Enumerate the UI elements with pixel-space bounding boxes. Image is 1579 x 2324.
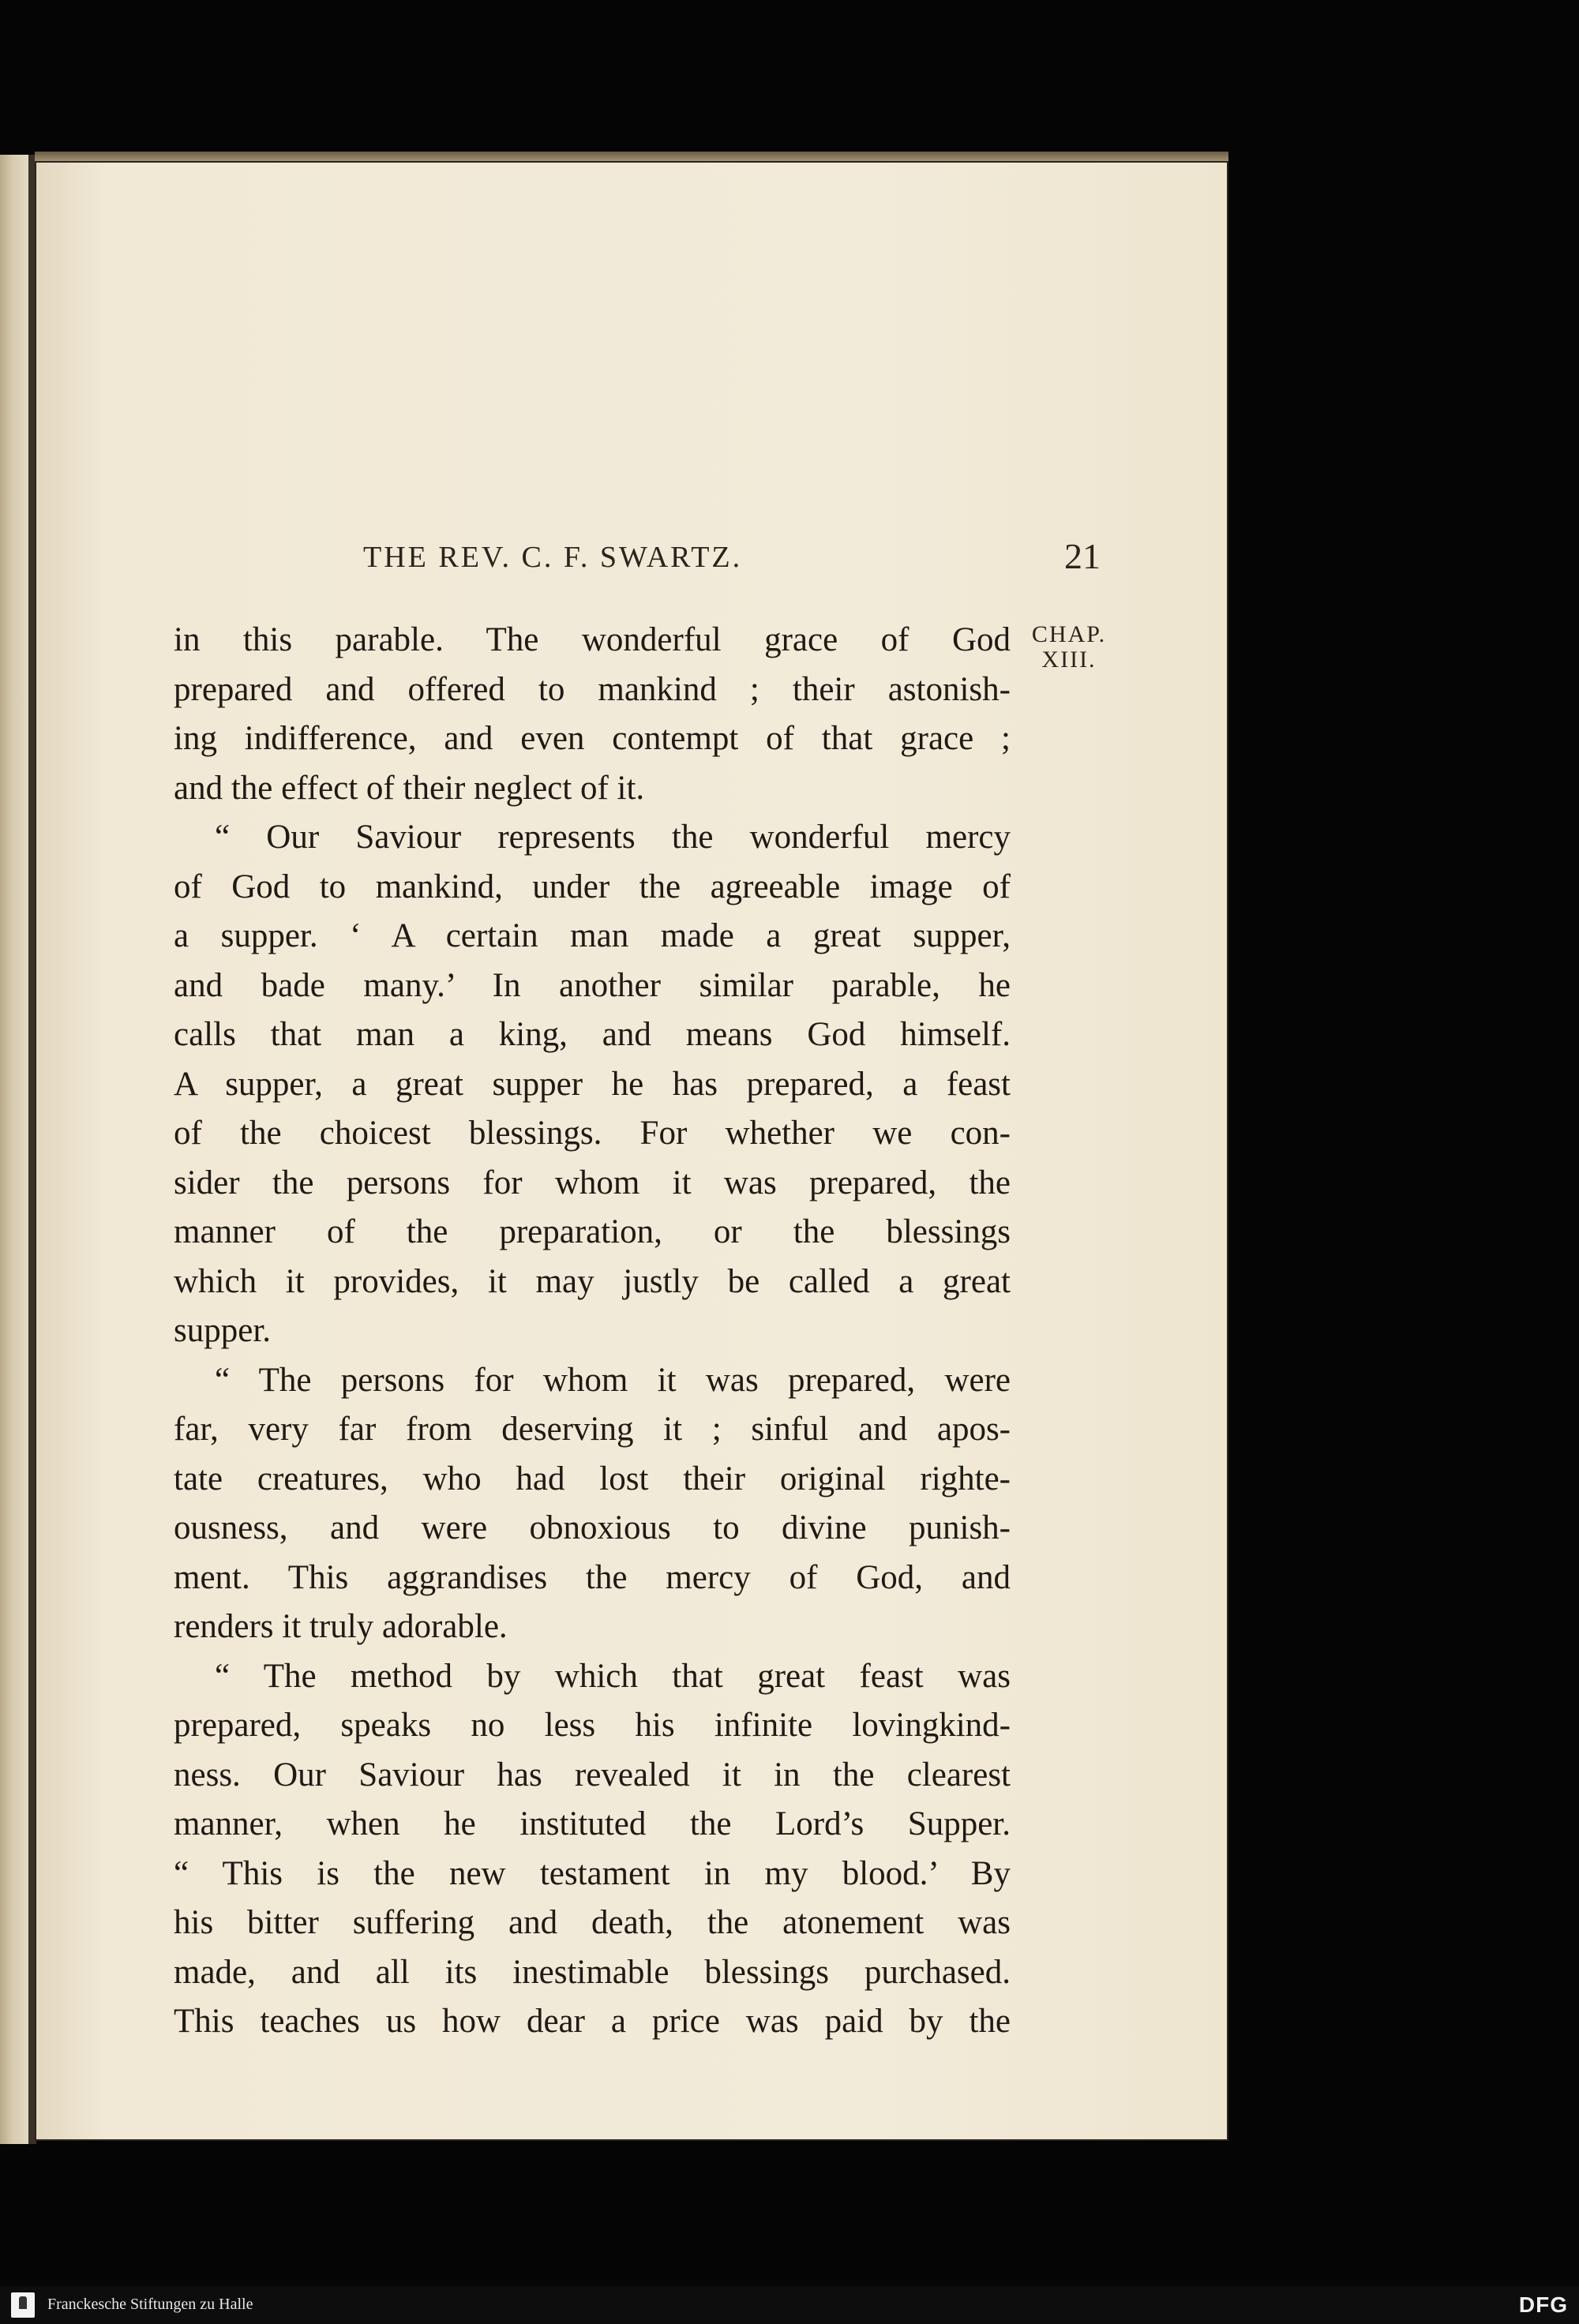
text-line: far, very far from deserving it ; sinful and apos-	[174, 1411, 1011, 1448]
text-line: made, and all its inestimable blessings purchased.	[174, 1953, 1011, 1991]
text-line: ing indifference, and even contempt of that grace ;	[174, 720, 1011, 757]
text-line: sider the persons for whom it was prepared, the	[174, 1164, 1011, 1201]
text-line: a supper. ‘ A certain man made a great supper,	[174, 917, 1011, 954]
text-line: and the effect of their neglect of it.	[174, 769, 645, 807]
text-line: manner of the preparation, or the blessings	[174, 1213, 1011, 1250]
chapter-label: CHAP.	[1031, 621, 1107, 647]
text-line: renders it truly adorable.	[174, 1608, 508, 1645]
text-line: “ The method by which that great feast was	[215, 1657, 1011, 1695]
text-line: manner, when he instituted the Lord’s Supper.	[174, 1805, 1011, 1842]
text-line: of God to mankind, under the agreeable image of	[174, 868, 1011, 905]
text-line: “ Our Saviour represents the wonderful mercy	[215, 819, 1011, 856]
text-line: calls that man a king, and means God himself.	[174, 1016, 1011, 1053]
text-line: tate creatures, who had lost their original righte-	[174, 1460, 1011, 1497]
body-text	[174, 616, 1011, 2047]
text-line: which it provides, it may justly be called a great	[174, 1262, 1011, 1300]
chapter-side-note	[1006, 622, 1132, 673]
text-line: supper.	[174, 1312, 272, 1349]
book-page	[35, 161, 1228, 2141]
dfg-logo: DFG	[1518, 2292, 1568, 2317]
text-line: his bitter suffering and death, the atonement was	[174, 1904, 1011, 1941]
chapter-number: XIII.	[1041, 647, 1097, 673]
running-head-title: THE REV. C. F. SWARTZ.	[363, 541, 743, 574]
page-number: 21	[1064, 536, 1101, 576]
text-line: ousness, and were obnoxious to divine punish-	[174, 1509, 1011, 1546]
text-line: prepared and offered to mankind ; their astonish-	[174, 670, 1011, 708]
text-line: “ The persons for whom it was prepared, were	[215, 1361, 1011, 1399]
institution-name: Franckesche Stiftungen zu Halle	[47, 2296, 253, 2313]
text-line: prepared, speaks no less his infinite lovingkind-	[174, 1707, 1011, 1744]
text-line: of the choicest blessings. For whether we con-	[174, 1115, 1011, 1152]
text-line: A supper, a great supper he has prepared, a feast	[174, 1065, 1011, 1103]
previous-page-edge	[0, 155, 32, 2144]
text-line: in this parable. The wonderful grace of God	[174, 621, 1011, 658]
institution-logo-icon	[11, 2292, 35, 2318]
text-line: ment. This aggrandises the mercy of God, and	[174, 1558, 1011, 1596]
viewer-footer	[0, 2286, 1579, 2324]
text-line: ness. Our Saviour has revealed it in the clearest	[174, 1756, 1011, 1794]
running-head	[35, 536, 1228, 587]
text-line: “ This is the new testament in my blood.’ By	[174, 1854, 1011, 1892]
text-line: This teaches us how dear a price was paid by the	[174, 2003, 1011, 2040]
text-line: and bade many.’ In another similar parable, he	[174, 966, 1011, 1004]
